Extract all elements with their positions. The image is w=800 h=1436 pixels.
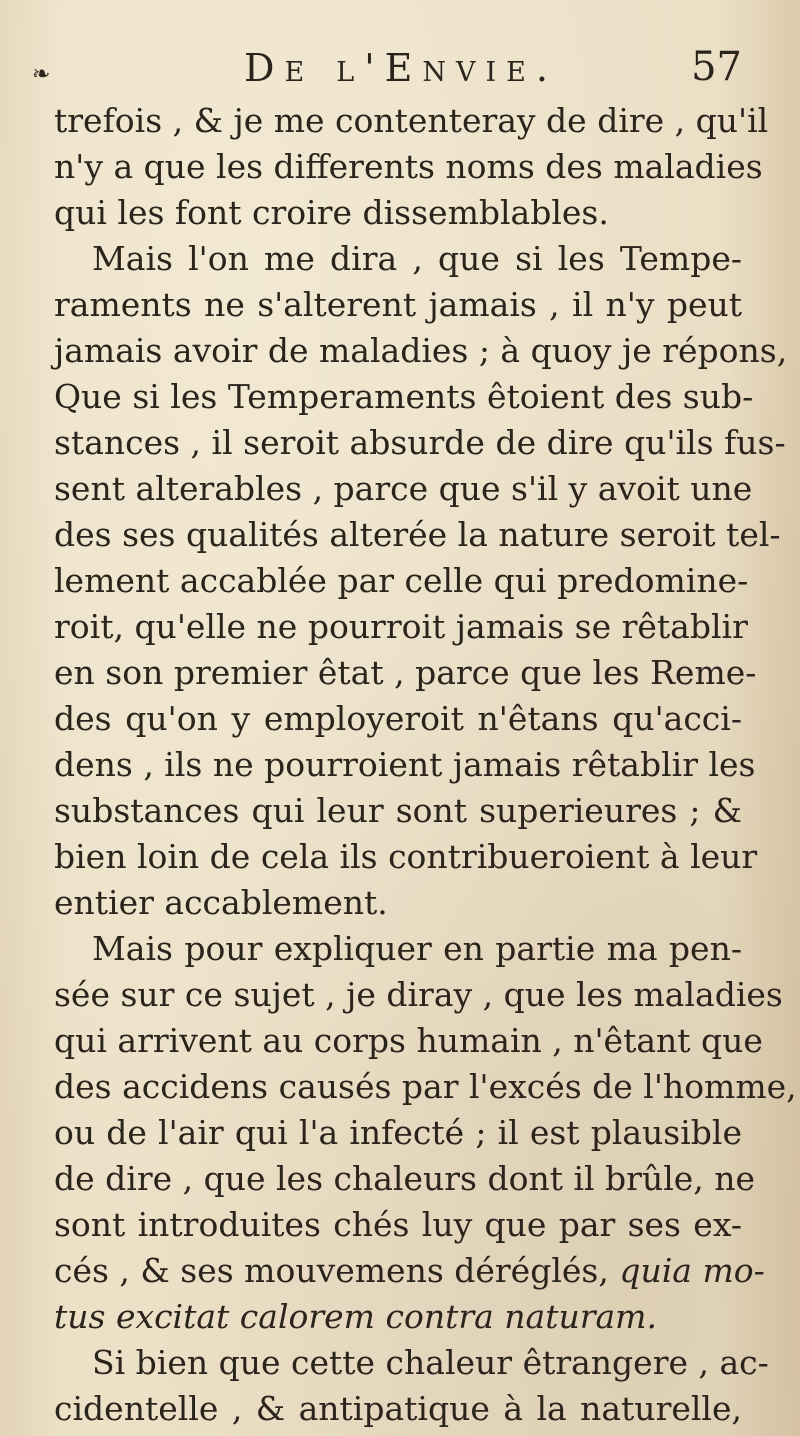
body-text [54,98,797,1432]
text-line: Mais pour expliquer en partie ma pen- [92,929,742,968]
text-line: trefois , & je me contenteray de dire , qu'il [54,101,769,140]
text-line: en son premier êtat , parce que les Reme- [54,653,757,692]
page-header [32,40,742,100]
text-line: lement accablée par celle qui predomine- [54,561,749,600]
text-line: sée sur ce sujet , je diray , que les maladies [54,975,783,1014]
latin-quote-line: tus excitat calorem contra naturam. [54,1297,657,1336]
latin-quote: quia mo- [619,1251,765,1290]
text-line: roit, qu'elle ne pourroit jamais se rêtablir [54,607,748,646]
running-title: De l'Envie. [244,46,558,90]
text-line: qui les font croire dissemblables. [54,193,609,232]
text-line: Que si les Temperaments êtoient des sub- [54,377,754,416]
text-line: substances qui leur sont superieures ; & [54,791,742,830]
text-line: stances , il seroit absurde de dire qu'ils fus- [54,423,786,462]
text-line: des ses qualités alterée la nature seroit tel- [54,515,781,554]
text-line: sont introduites chés luy que par ses ex- [54,1205,742,1244]
text-line: dens , ils ne pourroient jamais rêtablir les [54,745,756,784]
text-line: Mais l'on me dira , que si les Tempe- [92,239,742,278]
text-line: jamais avoir de maladies ; à quoy je répons, [54,331,788,370]
text-line [54,1248,765,1294]
text-line: Si bien que cette chaleur êtrangere , ac- [92,1343,769,1382]
text-line-roman: cés , & ses mouvemens déréglés, [54,1251,609,1290]
text-line: des qu'on y employeroit n'êtans qu'acci- [54,699,742,738]
text-line: sent alterables , parce que s'il y avoit une [54,469,753,508]
text-line: qui arrivent au corps humain , n'êtant que [54,1021,763,1060]
text-line: bien loin de cela ils contribueroient à leur [54,837,758,876]
text-line: de dire , que les chaleurs dont il brûle, ne [54,1159,756,1198]
text-line: entier accablement. [54,883,388,922]
text-line: cidentelle , & antipatique à la naturelle, [54,1389,742,1428]
printer-mark-icon: ❧ [32,62,51,87]
text-line: ou de l'air qui l'a infecté ; il est plausible [54,1113,742,1152]
page-number: 57 [691,44,742,90]
text-line: des accidens causés par l'excés de l'homme, [54,1067,797,1106]
text-line: n'y a que les differents noms des maladies [54,147,763,186]
text-line: raments ne s'alterent jamais , il n'y peut [54,285,742,324]
